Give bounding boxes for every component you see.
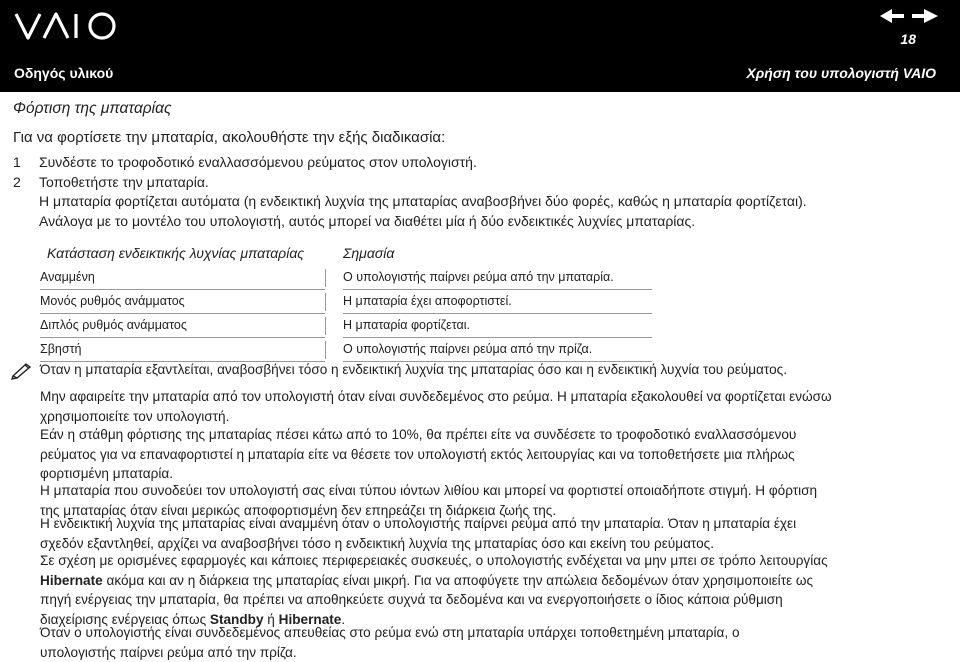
status-cell: Σβηστή	[40, 337, 325, 362]
page-nav	[880, 8, 938, 29]
table-row	[40, 289, 652, 314]
note-paragraph: Όταν ο υπολογιστής είναι συνδεδεμένος απευθείας στο ρεύμα ενώ στη μπαταρία υπάρχει τοποθετημένη μπαταρία, ο υπολογιστής παίρνει ρεύμα από την πρίζα.	[40, 625, 740, 660]
step-text: Τοποθετήστε την μπαταρία.	[39, 174, 209, 190]
arrow-right-icon[interactable]	[912, 9, 938, 23]
status-cell: Διπλός ρυθμός ανάμματος	[40, 313, 325, 338]
page-number: 18	[900, 31, 916, 47]
step-2	[13, 174, 209, 190]
meaning-cell: Ο υπολογιστής παίρνει ρεύμα από την πρίζα.	[343, 337, 652, 362]
step-number: 2	[13, 174, 21, 190]
note-paragraph: Όταν η μπαταρία εξαντλείται, αναβοσβήνει τόσο η ενδεικτική λυχνία της μπαταρίας όσο και η ενδεικτική λυχνία του ρεύματος.	[40, 362, 787, 377]
pencil-note-icon	[11, 362, 33, 385]
step-text: Συνδέστε το τροφοδοτικό εναλλασσόμενου ρεύματος στον υπολογιστή.	[39, 154, 477, 170]
meaning-cell: Η μπαταρία φορτίζεται.	[343, 313, 652, 338]
status-cell: Αναμμένη	[40, 265, 325, 290]
note-paragraph: Μην αφαιρείτε την μπαταρία από τον υπολογιστή όταν είναι συνδεδεμένος στο ρεύμα. Η μπαταρία εξακολουθεί να φορτίζεται ενώσω χρησιμοποιείτε τον υπολογιστή.	[40, 389, 832, 424]
table-row	[40, 313, 652, 338]
meaning-cell: Η μπαταρία έχει αποφορτιστεί.	[343, 289, 652, 314]
table-header-status: Κατάσταση ενδεικτικής λυχνίας μπαταρίας	[47, 245, 305, 261]
note-paragraph: Σε σχέση με ορισμένες εφαρμογές και κάποιες περιφερειακές συσκευές, ο υπολογιστής ενδέχεται να μην μπει σε τρόπο λειτουργίας Hibernate ακόμα και αν η διάρκεια της μπαταρίας είναι μικρή. Για να αποφύγετε την απώλεια δεδομένων όταν χρησιμοποιείτε ως πηγή ενέργειας την μπαταρία, θα πρέπει να αποθηκεύετε συχνά τα δεδομένα και να ενεργοποιήσετε ο ίδιος κάποια ρύθμιση διαχείρισης ενέργειας όπως Standby ή Hibernate.	[40, 553, 828, 627]
table-row	[40, 265, 652, 290]
table-row	[40, 337, 652, 362]
page-header	[0, 0, 960, 92]
guide-link[interactable]: Οδηγός υλικού	[14, 65, 114, 81]
vaio-logo	[14, 8, 124, 49]
step-1	[13, 154, 477, 170]
hibernate-term: Hibernate	[40, 572, 103, 588]
section-link[interactable]: Χρήση του υπολογιστή VAIO	[746, 65, 936, 81]
note-paragraph: Η ενδεικτική λυχνία της μπαταρίας είναι αναμμένη όταν ο υπολογιστής παίρνει ρεύμα από την μπαταρία. Όταν η μπαταρία έχει σχεδόν εξαντληθεί, αρχίζει να αναβοσβήνει τόσο η ενδεικτική λυχνία της μπαταρίας όσο και εκείνη του ρεύματος.	[40, 516, 797, 551]
note-paragraph: Εάν η στάθμη φόρτισης της μπαταρίας πέσει κάτω από το 10%, θα πρέπει είτε να συνδέσετε το τροφοδοτικό εναλλασσόμενου ρεύματος για να επαναφορτιστεί η μπαταρία είτε να θέσετε τον υπολογιστή εκτός λειτουργίας και να τοποθετήσετε μια πλήρως φορτισμένη μπαταρία.	[40, 427, 797, 481]
status-cell: Μονός ρυθμός ανάμματος	[40, 289, 325, 314]
standby-term: Standby	[209, 611, 264, 627]
note-paragraph: Η μπαταρία που συνοδεύει τον υπολογιστή σας είναι τύπου ιόντων λιθίου και μπορεί να φορτιστεί οποιαδήποτε στιγμή. Η φόρτιση της μπαταρίας όταν είναι μερικώς αποφορτισμένη δεν επηρεάζει τη διάρκεια ζωής της.	[40, 483, 818, 518]
table-header-meaning: Σημασία	[343, 245, 395, 261]
section-title: Φόρτιση της μπαταρίας	[13, 100, 172, 117]
arrow-left-icon[interactable]	[880, 9, 904, 23]
step-2-detail: Ανάλογα με το μοντέλο του υπολογιστή, αυτός μπορεί να διαθέτει μία ή δύο ενδεικτικές λυχνίες μπαταρίας.	[39, 213, 696, 229]
step-number: 1	[13, 154, 21, 170]
hibernate-term: Hibernate	[278, 611, 342, 627]
meaning-cell: Ο υπολογιστής παίρνει ρεύμα από την μπαταρία.	[343, 265, 652, 290]
step-2-detail: Η μπαταρία φορτίζεται αυτόματα (η ενδεικτική λυχνία της μπαταρίας αναβοσβήνει δύο φορές, καθώς η μπαταρία φορτίζεται).	[39, 193, 807, 209]
intro-text: Για να φορτίσετε την μπαταρία, ακολουθήστε την εξής διαδικασία:	[13, 129, 446, 146]
